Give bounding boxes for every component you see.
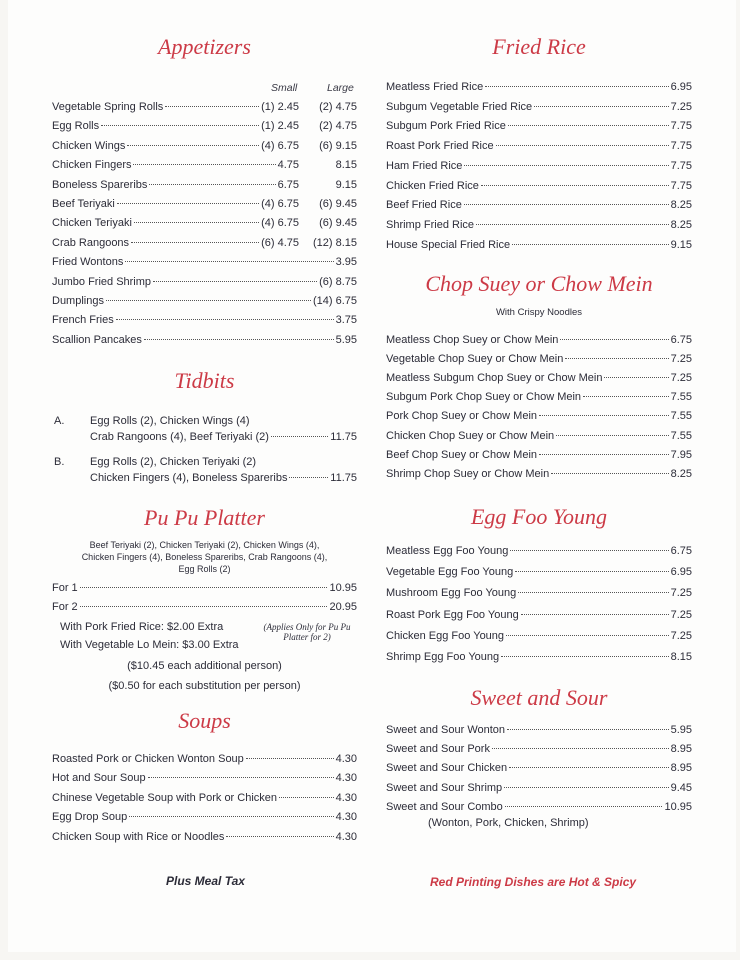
dot-leader <box>508 125 669 126</box>
menu-item-row <box>386 199 692 214</box>
dot-leader <box>501 656 668 657</box>
menu-item-row <box>52 295 357 310</box>
tidbits-line: Egg Rolls (2), Chicken Teriyaki (2) <box>90 456 257 468</box>
item-name: Subgum Pork Fried Rice <box>386 120 506 133</box>
item-price: 4.30 <box>335 772 357 785</box>
item-name: Sweet and Sour Shrimp <box>386 781 503 794</box>
dot-leader <box>165 106 259 107</box>
item-large-price: 8.15 <box>335 159 357 172</box>
menu-item-row <box>386 372 692 387</box>
dot-leader <box>496 145 669 146</box>
dot-leader <box>127 145 259 146</box>
item-name: Chicken Fried Rice <box>386 179 479 192</box>
menu-item-row <box>52 831 357 846</box>
menu-item-row <box>386 762 692 777</box>
menu-item-row <box>52 811 357 826</box>
menu-item-row <box>386 334 692 349</box>
item-name: Roast Pork Egg Foo Young <box>386 608 519 621</box>
item-price: 10.95 <box>664 800 692 813</box>
dot-leader <box>556 435 668 436</box>
menu-item-row <box>52 217 357 232</box>
dot-leader <box>515 571 668 572</box>
menu-item-row <box>386 180 692 195</box>
menu-item-row <box>386 81 692 96</box>
item-name: French Fries <box>52 314 114 327</box>
dot-leader <box>149 184 275 185</box>
item-name: Shrimp Chop Suey or Chow Mein <box>386 467 550 480</box>
pupu-extra-fried-rice: With Pork Fried Rice: $2.00 Extra <box>60 621 224 633</box>
item-name: Scallion Pancakes <box>52 333 142 346</box>
dot-leader <box>481 185 669 186</box>
item-price: 6.75 <box>670 545 692 557</box>
menu-item-row <box>52 792 357 807</box>
dot-leader <box>534 106 668 107</box>
item-small-price: (6) 4.75 <box>261 236 299 249</box>
item-name: Meatless Fried Rice <box>386 81 484 93</box>
dot-leader <box>80 587 328 588</box>
item-small-price: (4) 6.75 <box>261 217 299 230</box>
tidbits-line: Egg Rolls (2), Chicken Wings (4) <box>90 415 250 427</box>
item-large-price: (2) 4.75 <box>319 101 357 113</box>
item-price: 7.75 <box>670 120 692 133</box>
item-name: Chinese Vegetable Soup with Pork or Chicken <box>52 791 278 804</box>
dot-leader <box>485 86 668 87</box>
item-small-price: (1) 2.45 <box>261 120 299 133</box>
item-name: Boneless Spareribs <box>52 178 148 191</box>
dot-leader <box>271 436 328 437</box>
item-price: 8.25 <box>670 467 692 480</box>
tidbits-line-text: Crab Rangoons (4), Beef Teriyaki (2) <box>90 431 269 443</box>
menu-item-row <box>386 566 692 581</box>
pupu-extra-note-line: Platter for 2) <box>283 632 331 642</box>
menu-item-row <box>386 140 692 155</box>
item-name: House Special Fried Rice <box>386 238 511 251</box>
item-name: Egg Rolls <box>52 120 100 133</box>
menu-item-row <box>386 120 692 135</box>
chop-suey-subtitle: With Crispy Noodles <box>495 307 583 318</box>
item-price: 7.75 <box>670 179 692 192</box>
dot-leader <box>148 777 334 778</box>
dot-leader <box>604 377 668 378</box>
pupu-title: Pu Pu Platter <box>144 505 265 530</box>
item-name: Chicken Egg Foo Young <box>386 629 505 642</box>
dot-leader <box>476 224 669 225</box>
item-name: Pork Chop Suey or Chow Mein <box>386 410 538 423</box>
tidbits-letter: B. <box>54 456 65 468</box>
sweet-sour-title: Sweet and Sour <box>470 685 608 710</box>
item-price: 7.25 <box>670 608 692 621</box>
menu-item-row <box>52 256 357 271</box>
item-name: Subgum Pork Chop Suey or Chow Mein <box>386 391 582 404</box>
item-price: 7.95 <box>670 448 692 461</box>
menu-item-row <box>386 743 692 758</box>
item-name: Meatless Subgum Chop Suey or Chow Mein <box>386 372 603 385</box>
item-price: 10.95 <box>329 582 357 594</box>
item-name: Sweet and Sour Chicken <box>386 762 508 775</box>
item-price: 8.95 <box>670 743 692 756</box>
menu-item-row <box>386 430 692 445</box>
item-name: Crab Rangoons <box>52 236 130 249</box>
item-name: Jumbo Fried Shrimp <box>52 275 152 288</box>
dot-leader <box>125 261 333 262</box>
pupu-extra-note-line: (Applies Only for Pu Pu <box>263 622 351 632</box>
dot-leader <box>506 635 669 636</box>
item-name: Chicken Fingers <box>52 159 132 172</box>
pupu-extra-note <box>252 622 362 642</box>
pupu-description-line: Egg Rolls (2) <box>178 564 231 574</box>
item-price: 6.95 <box>670 566 692 579</box>
dot-leader <box>492 748 669 749</box>
dot-leader <box>116 319 334 320</box>
item-price: 7.75 <box>670 140 692 153</box>
item-name: Hot and Sour Soup <box>52 772 146 785</box>
item-name: Roasted Pork or Chicken Wonton Soup <box>52 753 244 765</box>
dot-leader <box>101 125 259 126</box>
item-price: 6.75 <box>670 334 692 346</box>
item-price: 7.25 <box>670 100 692 113</box>
pupu-additional-person: ($10.45 each additional person) <box>127 660 282 672</box>
menu-item-row <box>386 101 692 116</box>
item-price: 3.95 <box>335 256 357 269</box>
dot-leader <box>117 203 259 204</box>
item-large-price: 9.15 <box>335 178 357 191</box>
item-name: Chicken Chop Suey or Chow Mein <box>386 429 555 442</box>
item-small-price: 6.75 <box>277 178 299 191</box>
dot-leader <box>507 729 669 730</box>
menu-item-row <box>52 101 357 116</box>
item-price: 9.45 <box>670 781 692 794</box>
item-price: 5.95 <box>670 724 692 736</box>
dot-leader <box>246 758 334 759</box>
menu-item-row <box>52 198 357 213</box>
dot-leader <box>464 165 668 166</box>
item-price: 4.30 <box>335 791 357 804</box>
sweet-sour-combo-note: (Wonton, Pork, Chicken, Shrimp) <box>428 817 589 829</box>
item-name: Egg Drop Soup <box>52 811 128 824</box>
dot-leader <box>129 816 333 817</box>
item-name: Subgum Vegetable Fried Rice <box>386 100 533 113</box>
menu-item-row <box>52 753 357 768</box>
item-price: 8.95 <box>670 762 692 775</box>
dot-leader <box>518 592 668 593</box>
item-price: 7.25 <box>670 629 692 642</box>
item-small-price: (4) 6.75 <box>261 198 299 210</box>
menu-item-row <box>52 772 357 787</box>
item-price: 8.25 <box>670 199 692 212</box>
item-name: Ham Fried Rice <box>386 159 463 172</box>
menu-item-row <box>386 630 692 645</box>
item-price: 9.15 <box>670 238 692 251</box>
tidbits-price: 11.75 <box>330 472 357 484</box>
dot-leader <box>153 281 317 282</box>
tidbits-letter: A. <box>54 415 65 427</box>
menu-item-row <box>386 468 692 483</box>
pupu-description-line: Chicken Fingers (4), Boneless Spareribs, Crab Rangoons (4), <box>81 552 328 562</box>
dot-leader <box>509 767 669 768</box>
menu-item-row <box>386 391 692 406</box>
menu-item-row <box>52 334 357 349</box>
item-name: Meatless Egg Foo Young <box>386 545 509 557</box>
appetizers-title: Appetizers <box>158 34 251 59</box>
item-name: Fried Wontons <box>52 256 124 269</box>
large-column-header: Large <box>327 82 354 94</box>
menu-item-row <box>386 353 692 368</box>
menu-item-row <box>386 587 692 602</box>
item-large-price: (6) 9.45 <box>319 198 357 210</box>
dot-leader <box>133 164 275 165</box>
menu-item-row <box>52 159 357 174</box>
item-name: Dumplings <box>52 295 104 307</box>
item-name: Vegetable Egg Foo Young <box>386 566 514 579</box>
item-large-price: (12) 8.15 <box>312 236 357 249</box>
tidbits-title: Tidbits <box>174 368 235 393</box>
dot-leader <box>521 614 669 615</box>
item-large-price: (6) 9.15 <box>319 139 357 152</box>
item-name: Sweet and Sour Combo <box>386 800 503 813</box>
menu-item-row <box>52 276 357 291</box>
menu-item-row <box>52 601 357 616</box>
dot-leader <box>505 806 663 807</box>
item-price: 5.95 <box>335 333 357 346</box>
fried-rice-title: Fried Rice <box>492 34 586 59</box>
item-small-price: (1) 2.45 <box>261 101 299 113</box>
item-name: Chicken Wings <box>52 139 126 152</box>
meal-tax-note: Plus Meal Tax <box>166 874 245 888</box>
dot-leader <box>226 836 333 837</box>
menu-item-row <box>52 120 357 135</box>
item-small-price: (4) 6.75 <box>261 139 299 152</box>
item-name: For 1 <box>52 582 78 594</box>
item-name: Shrimp Fried Rice <box>386 218 475 231</box>
menu-item-row <box>52 237 357 252</box>
item-name: Sweet and Sour Wonton <box>386 724 506 736</box>
menu-item-row <box>386 239 692 254</box>
item-price: 7.25 <box>670 353 692 366</box>
menu-item-row <box>386 449 692 464</box>
item-name: For 2 <box>52 601 78 613</box>
spicy-note: Red Printing Dishes are Hot & Spicy <box>430 875 637 889</box>
menu-item-row <box>386 724 692 739</box>
egg-foo-young-title: Egg Foo Young <box>470 504 608 529</box>
dot-leader <box>565 358 668 359</box>
item-price: 3.75 <box>335 314 357 327</box>
item-name: Vegetable Chop Suey or Chow Mein <box>386 353 564 366</box>
dot-leader <box>551 473 668 474</box>
item-price: 8.15 <box>670 651 692 663</box>
dot-leader <box>80 606 328 607</box>
item-small-price: 4.75 <box>277 159 299 172</box>
tidbits-line <box>90 472 357 484</box>
item-name: Beef Teriyaki <box>52 198 115 210</box>
item-price: 6.95 <box>670 81 692 93</box>
menu-item-row <box>386 160 692 175</box>
item-large-price: (6) 9.45 <box>319 217 357 230</box>
pupu-substitution: ($0.50 for each substitution per person) <box>108 680 301 692</box>
dot-leader <box>539 454 669 455</box>
menu-item-row <box>386 801 692 816</box>
menu-item-row <box>386 545 692 560</box>
item-price: 4.30 <box>335 830 357 843</box>
dot-leader <box>560 339 668 340</box>
item-name: Mushroom Egg Foo Young <box>386 587 517 600</box>
item-price: 7.55 <box>670 391 692 404</box>
item-price: 7.55 <box>670 410 692 423</box>
soups-title: Soups <box>178 708 231 733</box>
item-name: Chicken Teriyaki <box>52 217 132 230</box>
dot-leader <box>583 396 669 397</box>
item-price: (6) 8.75 <box>319 275 357 288</box>
item-price: (14) 6.75 <box>312 295 357 307</box>
menu-item-row <box>386 609 692 624</box>
item-price: 8.25 <box>670 218 692 231</box>
dot-leader <box>289 477 328 478</box>
menu-item-row <box>386 219 692 234</box>
item-name: Vegetable Spring Rolls <box>52 101 164 113</box>
item-price: 7.55 <box>670 429 692 442</box>
menu-item-row <box>52 179 357 194</box>
dot-leader <box>539 415 669 416</box>
chop-suey-title: Chop Suey or Chow Mein <box>425 271 653 296</box>
tidbits-line-text: Chicken Fingers (4), Boneless Spareribs <box>90 472 288 484</box>
small-column-header: Small <box>271 82 298 94</box>
menu-item-row <box>52 582 357 597</box>
item-price: 7.75 <box>670 159 692 172</box>
dot-leader <box>504 787 668 788</box>
menu-item-row <box>386 782 692 797</box>
item-name: Meatless Chop Suey or Chow Mein <box>386 334 559 346</box>
item-price: 4.30 <box>335 753 357 765</box>
item-name: Beef Fried Rice <box>386 199 462 212</box>
dot-leader <box>144 339 334 340</box>
menu-item-row <box>386 410 692 425</box>
item-price: 7.25 <box>670 587 692 600</box>
dot-leader <box>510 550 668 551</box>
item-price: 20.95 <box>329 601 357 613</box>
menu-item-row <box>52 140 357 155</box>
pupu-description-line: Beef Teriyaki (2), Chicken Teriyaki (2), Chicken Wings (4), <box>89 540 320 550</box>
dot-leader <box>279 797 334 798</box>
item-name: Sweet and Sour Pork <box>386 743 490 756</box>
tidbits-line <box>90 431 357 443</box>
menu-item-row <box>52 314 357 329</box>
dot-leader <box>464 204 669 205</box>
pupu-extra-lo-mein: With Vegetable Lo Mein: $3.00 Extra <box>60 639 239 651</box>
dot-leader <box>131 242 259 243</box>
dot-leader <box>134 222 259 223</box>
menu-item-row <box>386 651 692 666</box>
dot-leader <box>106 300 311 301</box>
item-name: Beef Chop Suey or Chow Mein <box>386 448 538 461</box>
item-name: Chicken Soup with Rice or Noodles <box>52 830 225 843</box>
item-price: 7.25 <box>670 372 692 385</box>
tidbits-price: 11.75 <box>330 431 357 443</box>
item-price: 4.30 <box>335 811 357 824</box>
menu-page <box>8 0 736 952</box>
item-large-price: (2) 4.75 <box>319 120 357 133</box>
dot-leader <box>512 244 668 245</box>
item-name: Roast Pork Fried Rice <box>386 140 494 153</box>
item-name: Shrimp Egg Foo Young <box>386 651 500 663</box>
